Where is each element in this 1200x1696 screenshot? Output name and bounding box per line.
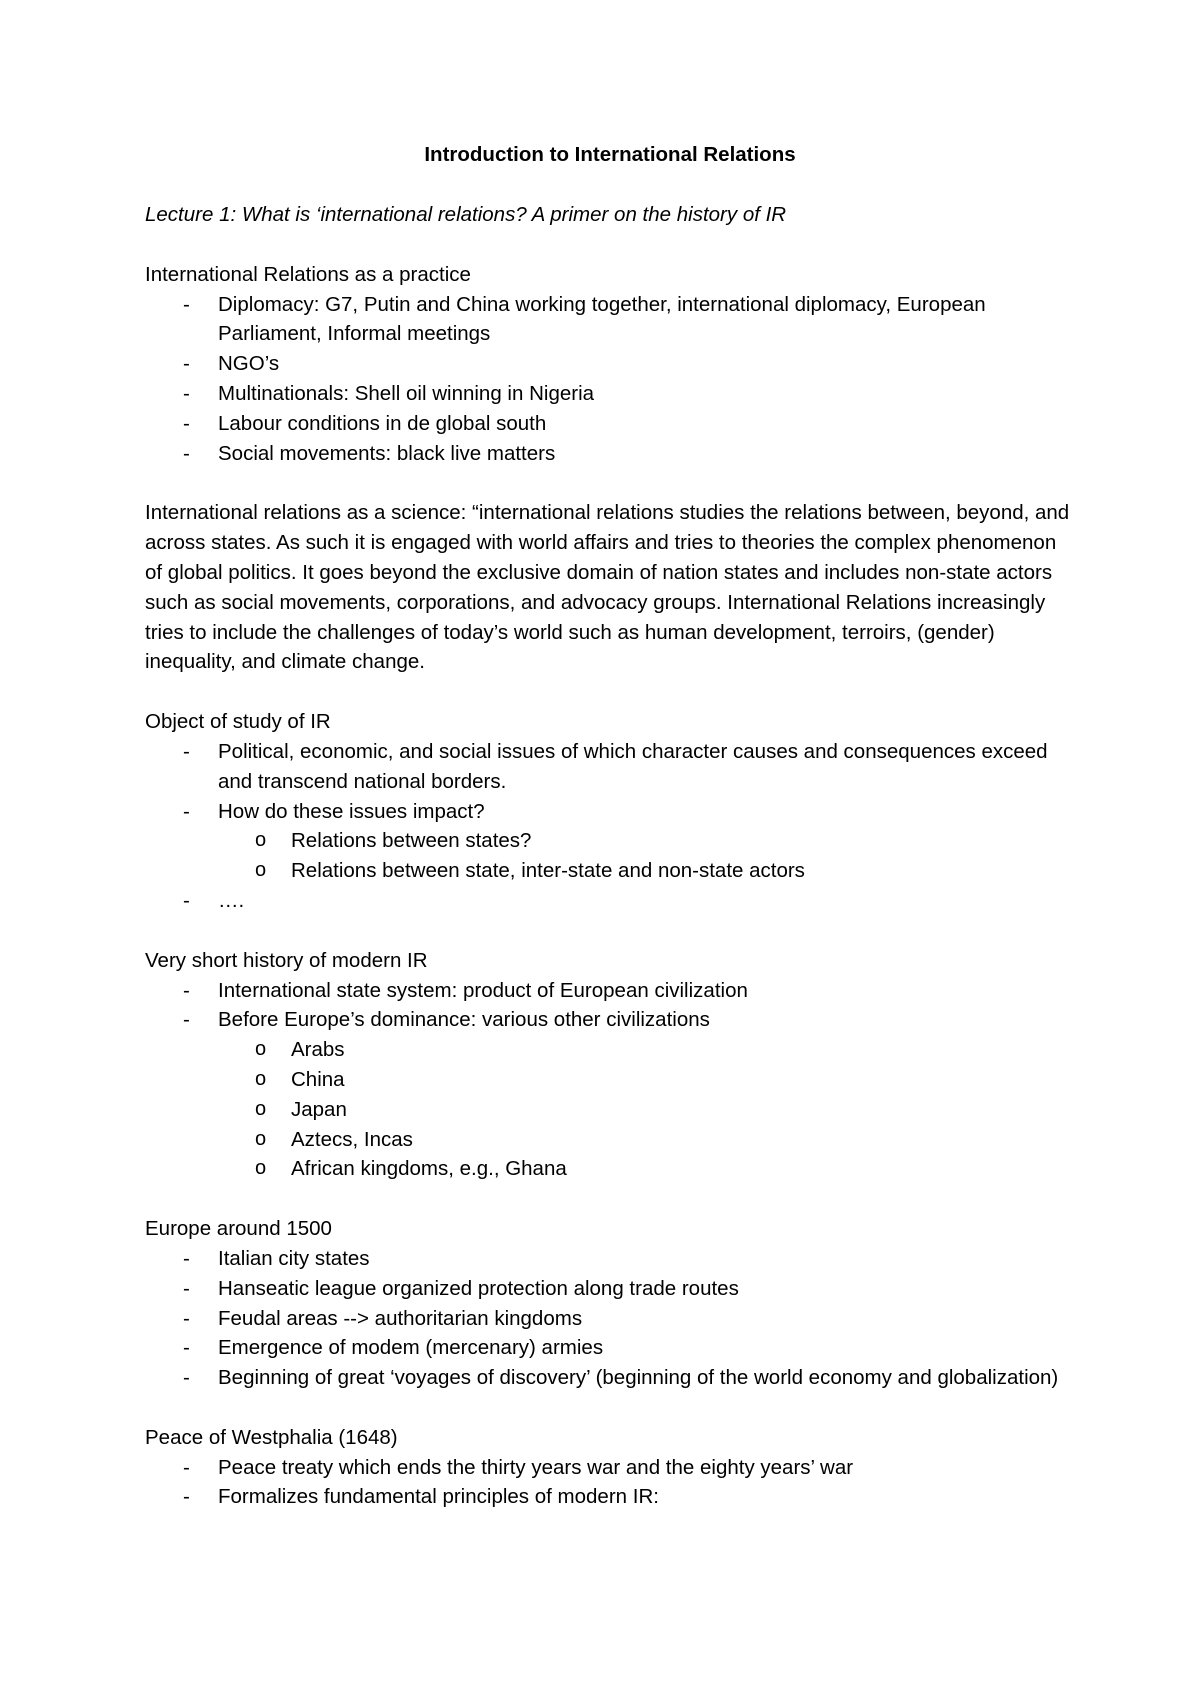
dash-marker: -	[183, 1336, 190, 1360]
circle-marker: o	[255, 1038, 267, 1061]
sub-list-item-text: Relations between state, inter-state and non-state actors	[291, 859, 805, 883]
sub-list-item	[218, 826, 1075, 856]
circle-marker: o	[255, 829, 267, 852]
list-item	[145, 1274, 1075, 1304]
dash-marker: -	[183, 1485, 190, 1509]
list-item	[145, 737, 1075, 797]
document-page	[145, 140, 1075, 1512]
sub-list-item	[218, 1125, 1075, 1155]
dash-marker: -	[183, 1276, 190, 1300]
list-item-text: ….	[218, 888, 245, 912]
sub-list-item	[218, 1065, 1075, 1095]
list-item	[145, 1005, 1075, 1184]
list-item-text: Peace treaty which ends the thirty years war and the eighty years’ war	[218, 1455, 854, 1479]
list-item-text: Multinationals: Shell oil winning in Nigeria	[218, 381, 595, 405]
list-item	[145, 439, 1075, 469]
dash-marker: -	[183, 292, 190, 316]
list-item	[145, 349, 1075, 379]
europe-list	[145, 1244, 1075, 1393]
list-item	[145, 1363, 1075, 1393]
list-item	[145, 976, 1075, 1006]
dash-marker: -	[183, 441, 190, 465]
list-item-text: How do these issues impact?	[218, 799, 485, 823]
list-item-text: Emergence of modem (mercenary) armies	[218, 1336, 604, 1360]
section-heading-history: Very short history of modern IR	[145, 948, 428, 972]
list-item	[145, 1304, 1075, 1334]
dash-marker: -	[183, 1455, 190, 1479]
list-item-text: Social movements: black live matters	[218, 441, 556, 465]
dash-marker: -	[183, 411, 190, 435]
westphalia-list	[145, 1453, 1075, 1513]
list-item-text: NGO’s	[218, 352, 280, 376]
dash-marker: -	[183, 739, 190, 763]
list-item-text: Political, economic, and social issues of which character causes and consequences exceed and transcend national borders.	[218, 739, 1048, 793]
list-item	[145, 1482, 1075, 1512]
document-title: Introduction to International Relations	[424, 143, 796, 166]
dash-marker: -	[183, 1366, 190, 1390]
list-item-text: International state system: product of European civilization	[218, 978, 748, 1002]
history-list	[145, 976, 1075, 1185]
list-item-text: Feudal areas --> authoritarian kingdoms	[218, 1306, 583, 1330]
list-item-text: Hanseatic league organized protection along trade routes	[218, 1276, 739, 1300]
history-sublist	[218, 1035, 1075, 1184]
object-sublist	[218, 826, 1075, 886]
list-item	[145, 797, 1075, 886]
list-item-text: Italian city states	[218, 1246, 370, 1270]
sub-list-item	[218, 856, 1075, 886]
list-item	[145, 290, 1075, 350]
object-list	[145, 737, 1075, 916]
dash-marker: -	[183, 799, 190, 823]
sub-list-item-text: African kingdoms, e.g., Ghana	[291, 1157, 567, 1181]
list-item	[145, 379, 1075, 409]
circle-marker: o	[255, 1097, 267, 1120]
science-paragraph: International relations as a science: “international relations studies the relations between, beyond, and across states. As such it is engaged with world affairs and tries to theories the complex phenomenon of global politics. It goes beyond the exclusive domain of nation states and includes non-state actors such as social movements, corporations, and advocacy groups. International Relations increasingly tries to include the challenges of today’s world such as human development, terroirs, (gender) inequality, and climate change.	[145, 501, 1070, 674]
practice-list	[145, 290, 1075, 469]
sub-list-item-text: Japan	[291, 1097, 347, 1121]
dash-marker: -	[183, 978, 190, 1002]
list-item-text: Formalizes fundamental principles of modern IR:	[218, 1485, 659, 1509]
sub-list-item	[218, 1035, 1075, 1065]
sub-list-item-text: Relations between states?	[291, 829, 532, 853]
sub-list-item	[218, 1095, 1075, 1125]
list-item	[145, 886, 1075, 916]
dash-marker: -	[183, 352, 190, 376]
circle-marker: o	[255, 1157, 267, 1180]
dash-marker: -	[183, 1008, 190, 1032]
dash-marker: -	[183, 888, 190, 912]
sub-list-item-text: China	[291, 1067, 345, 1091]
sub-list-item	[218, 1154, 1075, 1184]
list-item	[145, 1453, 1075, 1483]
circle-marker: o	[255, 859, 267, 882]
dash-marker: -	[183, 1306, 190, 1330]
circle-marker: o	[255, 1067, 267, 1090]
sub-list-item-text: Aztecs, Incas	[291, 1127, 413, 1151]
section-heading-object: Object of study of IR	[145, 710, 331, 734]
section-heading-europe: Europe around 1500	[145, 1217, 332, 1241]
sub-list-item-text: Arabs	[291, 1038, 345, 1062]
circle-marker: o	[255, 1127, 267, 1150]
list-item	[145, 1333, 1075, 1363]
list-item	[145, 409, 1075, 439]
list-item-text: Before Europe’s dominance: various other civilizations	[218, 1008, 710, 1032]
dash-marker: -	[183, 1246, 190, 1270]
lecture-subtitle: Lecture 1: What is ‘international relations? A primer on the history of IR	[145, 203, 787, 226]
list-item-text: Beginning of great ‘voyages of discovery’ (beginning of the world economy and globalization)	[218, 1366, 1059, 1390]
dash-marker: -	[183, 381, 190, 405]
section-heading-practice: International Relations as a practice	[145, 262, 471, 286]
list-item-text: Diplomacy: G7, Putin and China working together, international diplomacy, European Parliament, Informal meetings	[218, 292, 986, 346]
section-heading-westphalia: Peace of Westphalia (1648)	[145, 1425, 398, 1449]
list-item	[145, 1244, 1075, 1274]
list-item-text: Labour conditions in de global south	[218, 411, 547, 435]
